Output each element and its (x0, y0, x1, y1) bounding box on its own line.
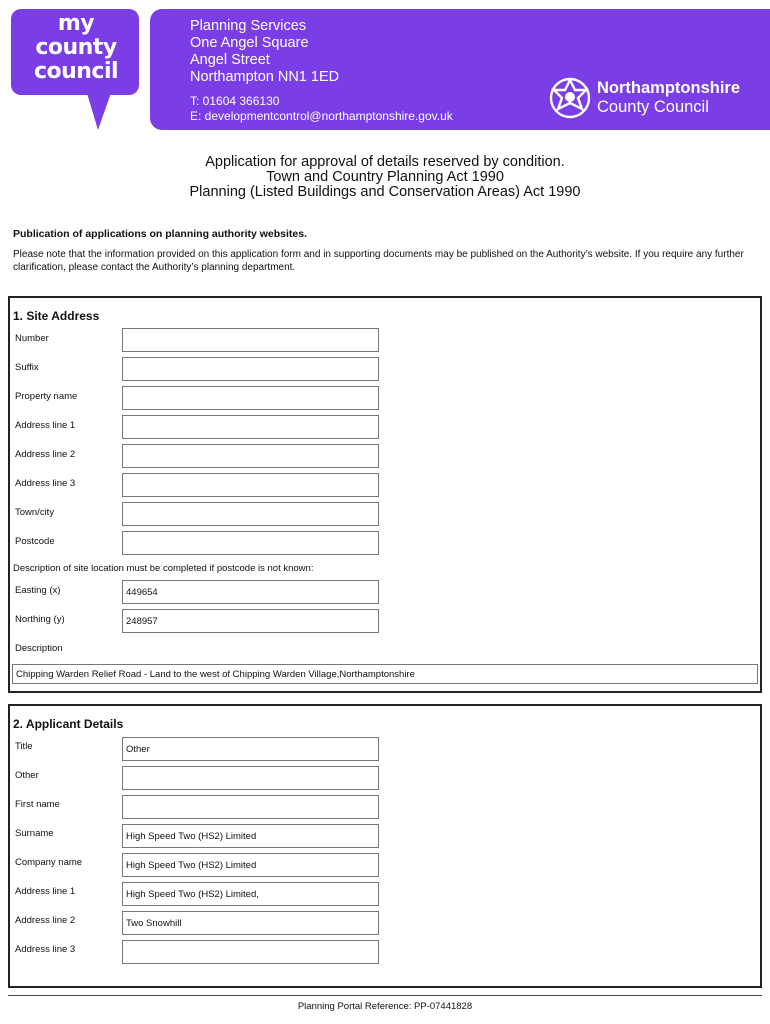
applicant-address-line-1-field[interactable]: High Speed Two (HS2) Limited, (122, 882, 379, 906)
company-name-label: Company name (15, 857, 83, 868)
suffix-field[interactable] (122, 357, 379, 381)
suffix-label: Suffix (15, 362, 39, 373)
address-line-1: Planning Services (190, 18, 307, 34)
address-line-4: Northampton NN1 1ED (190, 69, 340, 85)
northing-field[interactable]: 248957 (122, 609, 379, 633)
rose-emblem-icon (548, 76, 592, 120)
planning-portal-reference: Planning Portal Reference: PP-07441828 (297, 1001, 473, 1012)
form-title-line-2: Town and Country Planning Act 1990 (266, 169, 504, 185)
logo-word-my: my (57, 11, 95, 36)
form-title-line-3: Planning (Listed Buildings and Conservation Areas) Act 1990 (189, 184, 581, 200)
title-field[interactable]: Other (122, 737, 379, 761)
applicant-address-line-3-label: Address line 3 (15, 944, 76, 955)
council-name-line-1: Northamptonshire (597, 79, 741, 97)
logo-word-council: council (33, 59, 119, 84)
phone-number: T: 01604 366130 (190, 94, 280, 108)
description-label: Description (15, 643, 63, 654)
northing-label: Northing (y) (15, 614, 65, 625)
postcode-label: Postcode (15, 536, 55, 547)
footer-divider (8, 995, 762, 996)
description-field[interactable]: Chipping Warden Relief Road - Land to the west of Chipping Warden Village,Northamptonshire (12, 664, 758, 684)
applicant-address-line-2-field[interactable]: Two Snowhill (122, 911, 379, 935)
address-line-3: Angel Street (190, 52, 270, 68)
site-address-line-3-label: Address line 3 (15, 478, 76, 489)
town-city-field[interactable] (122, 502, 379, 526)
address-line-2: One Angel Square (190, 35, 309, 51)
applicant-address-line-3-field[interactable] (122, 940, 379, 964)
number-label: Number (15, 333, 49, 344)
publication-notice: Please note that the information provided on this application form and in supporting documents may be published on the Authority’s website. If you require any further clarification, please contact the Authority’s planning department. (13, 249, 744, 273)
other-title-label: Other (15, 770, 39, 781)
council-name-line-2: County Council (597, 98, 709, 116)
surname-label: Surname (15, 828, 54, 839)
applicant-address-line-1-label: Address line 1 (15, 886, 76, 897)
property-name-label: Property name (15, 391, 78, 402)
publication-heading: Publication of applications on planning authority websites. (13, 228, 308, 240)
site-address-line-2-label: Address line 2 (15, 449, 76, 460)
easting-label: Easting (x) (15, 585, 61, 596)
logo-text (26, 12, 126, 84)
site-address-line-1-field[interactable] (122, 415, 379, 439)
site-address-line-1-label: Address line 1 (15, 420, 76, 431)
other-title-field[interactable] (122, 766, 379, 790)
property-name-field[interactable] (122, 386, 379, 410)
first-name-field[interactable] (122, 795, 379, 819)
applicant-address-line-2-label: Address line 2 (15, 915, 76, 926)
surname-field[interactable]: High Speed Two (HS2) Limited (122, 824, 379, 848)
site-address-line-3-field[interactable] (122, 473, 379, 497)
number-field[interactable] (122, 328, 379, 352)
logo-speech-tail (86, 90, 112, 130)
logo-word-county: county (35, 35, 117, 60)
easting-field[interactable]: 449654 (122, 580, 379, 604)
applicant-details-heading: 2. Applicant Details (13, 717, 124, 731)
email-address: E: developmentcontrol@northamptonshire.gov.uk (190, 109, 453, 123)
site-address-line-2-field[interactable] (122, 444, 379, 468)
site-address-heading: 1. Site Address (13, 309, 100, 323)
postcode-field[interactable] (122, 531, 379, 555)
company-name-field[interactable]: High Speed Two (HS2) Limited (122, 853, 379, 877)
site-location-note: Description of site location must be completed if postcode is not known: (13, 563, 314, 574)
first-name-label: First name (15, 799, 60, 810)
town-city-label: Town/city (15, 507, 55, 518)
title-label: Title (15, 741, 33, 752)
form-title-line-1: Application for approval of details reserved by condition. (205, 154, 565, 170)
